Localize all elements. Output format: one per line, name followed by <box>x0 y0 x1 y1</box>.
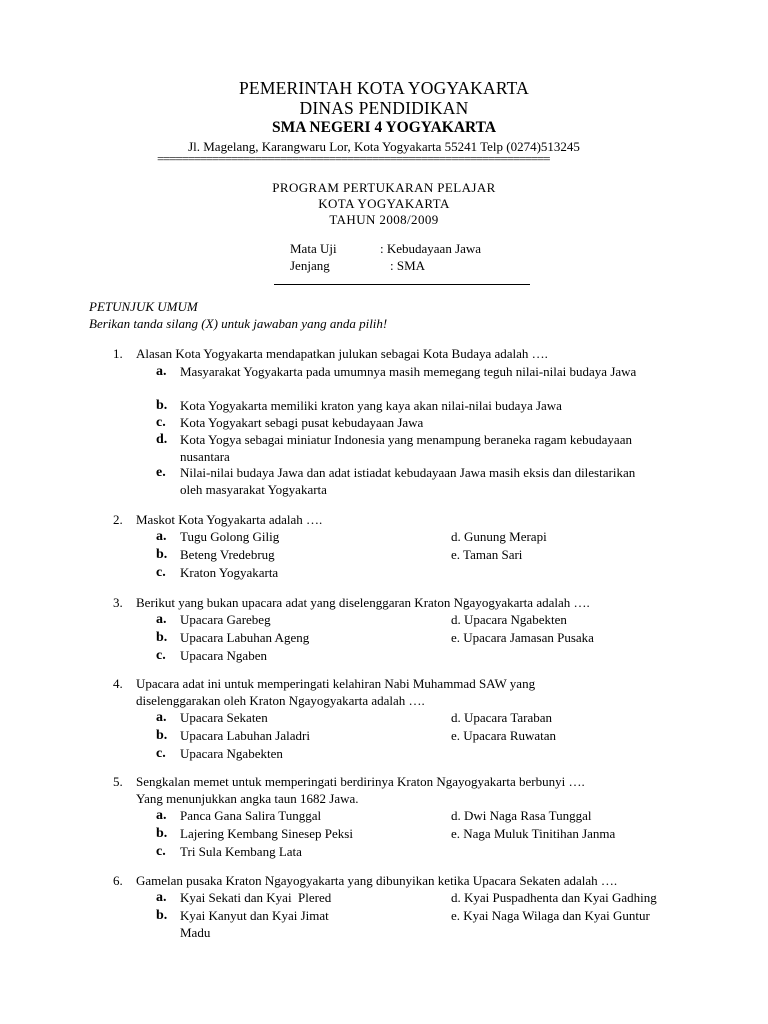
program-line-2: KOTA YOGYAKARTA <box>318 196 450 211</box>
option-text: e. Naga Muluk Tinitihan Janma <box>451 826 616 841</box>
option-text: e. Upacara Ruwatan <box>451 728 557 743</box>
option-letter: c. <box>156 565 166 580</box>
option-text: Panca Gana Salira Tunggal <box>180 808 322 823</box>
question-number: 3. <box>113 595 123 610</box>
question-number: 4. <box>113 676 123 691</box>
option-letter: b. <box>156 398 168 413</box>
jenjang-label: Jenjang <box>290 258 330 273</box>
option-text: Tugu Golong Gilig <box>180 529 280 544</box>
question-number: 6. <box>113 873 123 888</box>
program-line-3: TAHUN 2008/2009 <box>329 212 439 227</box>
option-b-continuation <box>180 924 210 941</box>
option-text: Upacara Ngaben <box>180 648 267 663</box>
option-letter: c. <box>156 746 166 761</box>
option-text: Madu <box>180 925 211 940</box>
option-e[interactable] <box>451 825 615 842</box>
department-title: DINAS PENDIDIKAN <box>299 98 469 118</box>
question-text: Berikut yang bukan upacara adat yang diselenggaran Kraton Ngayogyakarta adalah …. <box>136 595 590 610</box>
option-text: Nilai-nilai budaya Jawa dan adat istiadat kebudayaan Jawa masih eksis dan dilestarikan oleh masyarakat Yogyakarta <box>180 465 636 497</box>
option-text: Upacara Labuhan Ageng <box>180 630 310 645</box>
question-text-line-1: Upacara adat ini untuk memperingati kelahiran Nabi Muhammad SAW yang <box>136 676 536 691</box>
option-letter: d. <box>156 432 168 447</box>
question-number: 2. <box>113 512 123 527</box>
option-text: Kyai Kanyut dan Kyai Jimat <box>180 908 329 923</box>
option-letter: c. <box>156 648 166 663</box>
option-text: d. Gunung Merapi <box>451 529 547 544</box>
mata-uji-value: : Kebudayaan Jawa <box>380 241 482 256</box>
letterhead-divider: ================================================================ <box>157 154 550 164</box>
option-text: Upacara Garebeg <box>180 612 271 627</box>
option-e[interactable] <box>451 629 594 646</box>
instructions-title: PETUNJUK UMUM <box>89 299 198 314</box>
question-text-line-1: Sengkalan memet untuk memperingati berdirinya Kraton Ngayogyakarta berbunyi …. <box>136 774 585 789</box>
option-text: Kraton Yogyakarta <box>180 565 279 580</box>
option-text: d. Upacara Ngabekten <box>451 612 567 627</box>
school-address: Jl. Magelang, Karangwaru Lor, Kota Yogyakarta 55241 Telp (0274)513245 <box>188 139 580 154</box>
option-text: Upacara Sekaten <box>180 710 268 725</box>
option-letter: a. <box>156 808 167 823</box>
program-title <box>0 180 768 228</box>
option-letter: a. <box>156 612 167 627</box>
mata-uji-label: Mata Uji <box>290 241 337 256</box>
option-text: Upacara Labuhan Jaladri <box>180 728 310 743</box>
question-text-line-2: Yang menunjukkan angka taun 1682 Jawa. <box>136 791 359 806</box>
option-e[interactable] <box>451 546 522 563</box>
option-text: Masyarakat Yogyakarta pada umumnya masih memegang teguh nilai-nilai budaya Jawa <box>180 364 637 379</box>
question-text: Alasan Kota Yogyakarta mendapatkan julukan sebagai Kota Budaya adalah …. <box>136 346 548 361</box>
school-name: SMA NEGERI 4 YOGYAKARTA <box>271 119 497 136</box>
option-letter: c. <box>156 415 166 430</box>
option-text: e. Upacara Jamasan Pusaka <box>451 630 594 645</box>
option-letter: a. <box>156 710 167 725</box>
option-d[interactable] <box>451 611 567 628</box>
option-e[interactable] <box>451 727 556 744</box>
option-letter: a. <box>156 529 167 544</box>
jenjang-value: : SMA <box>390 258 426 273</box>
option-letter: b. <box>156 547 168 562</box>
question-text: Gamelan pusaka Kraton Ngayogyakarta yang dibunyikan ketika Upacara Sekaten adalah …. <box>136 873 618 888</box>
option-letter: b. <box>156 908 168 923</box>
option-text: d. Kyai Puspadhenta dan Kyai Gadhing <box>451 890 657 905</box>
option-letter: b. <box>156 826 168 841</box>
instructions-text: Berikan tanda silang (X) untuk jawaban yang anda pilih! <box>89 316 388 331</box>
option-text: Kota Yogyakart sebagi pusat kebudayaan Jawa <box>180 415 424 430</box>
question-number: 5. <box>113 774 123 789</box>
option-d[interactable] <box>451 889 657 906</box>
question-text-line-2: diselenggarakan oleh Kraton Ngayogyakarta adalah …. <box>136 693 425 708</box>
option-letter: a. <box>156 364 167 379</box>
option-text: e. Kyai Naga Wilaga dan Kyai Guntur <box>451 908 650 923</box>
instructions <box>89 298 387 332</box>
option-text: Lajering Kembang Sinesep Peksi <box>180 826 353 841</box>
option-text: d. Upacara Taraban <box>451 710 552 725</box>
option-d[interactable] <box>451 528 547 545</box>
program-line-1: PROGRAM PERTUKARAN PELAJAR <box>272 180 496 195</box>
option-text: Kota Yogya sebagai miniatur Indonesia yang menampung beraneka ragam kebudayaan nusantara <box>180 432 632 464</box>
question-number: 1. <box>113 346 123 361</box>
option-letter: c. <box>156 844 166 859</box>
option-text: d. Dwi Naga Rasa Tunggal <box>451 808 592 823</box>
government-title: PEMERINTAH KOTA YOGYAKARTA <box>239 78 529 98</box>
option-e[interactable] <box>451 907 650 924</box>
option-d[interactable] <box>451 709 552 726</box>
option-text: Beteng Vredebrug <box>180 547 275 562</box>
option-text: Kota Yogyakarta memiliki kraton yang kaya akan nilai-nilai budaya Jawa <box>180 398 562 413</box>
option-d[interactable] <box>451 807 591 824</box>
question-text: Maskot Kota Yogyakarta adalah …. <box>136 512 323 527</box>
option-text: Upacara Ngabekten <box>180 746 283 761</box>
option-letter: a. <box>156 890 167 905</box>
option-text: Kyai Sekati dan Kyai Plered <box>180 890 332 905</box>
option-text: e. Taman Sari <box>451 547 523 562</box>
option-letter: e. <box>156 465 166 480</box>
subject-divider <box>274 284 530 285</box>
letterhead <box>0 78 768 155</box>
option-letter: b. <box>156 728 168 743</box>
option-letter: b. <box>156 630 168 645</box>
option-text: Tri Sula Kembang Lata <box>180 844 302 859</box>
